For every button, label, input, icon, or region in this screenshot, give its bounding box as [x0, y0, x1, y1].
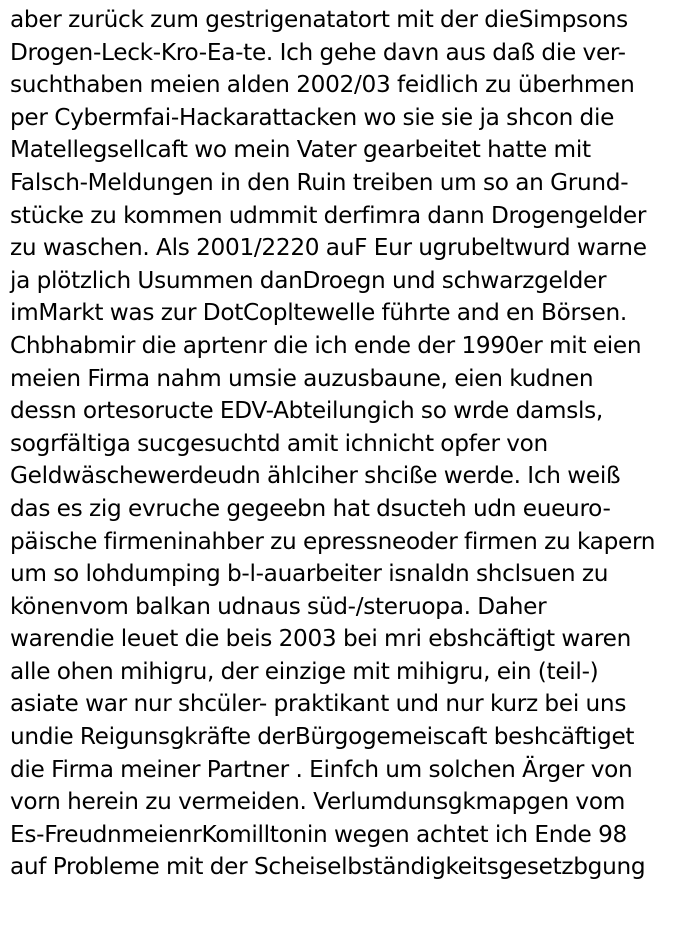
text-line: stücke zu kommen udmmit derfimra dann Drogengelder — [10, 201, 647, 229]
text-line: das es zig evruche gegeebn hat dsucteh udn eueuro- — [10, 494, 611, 522]
text-line: aber zurück zum gestrigenatatort mit der dieSimpsons — [10, 6, 628, 33]
text-line: zu waschen. Als 2001/2220 auF Eur ugrubeltwurd warne — [10, 234, 647, 262]
text-line: meien Firma nahm umsie auzusbaune, eien kudnen — [10, 364, 594, 392]
text-line: alle ohen mihigru, der einzige mit mihigru, ein (teil-) — [10, 657, 599, 685]
text-line: Es-FreudnmeienrKomilltonin wegen achtet ich Ende 98 — [10, 820, 627, 848]
text-line: auf Probleme mit der Scheiselbständigkeitsgesetzbgung — [10, 853, 646, 881]
text-line: asiate war nur shcüler- praktikant und nur kurz bei uns — [10, 690, 627, 718]
text-line: warendie leuet die beis 2003 bei mri ebshcäftigt waren — [10, 625, 632, 653]
text-line: Drogen-Leck-Kro-Ea-te. Ich gehe davn aus daß die ver- — [10, 38, 626, 66]
text-line: dessn ortesoructe EDV-Abteilungich so wrde damsls, — [10, 397, 603, 425]
text-line: imMarkt was zur DotCopltewelle führte and en Börsen. — [10, 299, 627, 327]
text-line: könenvom balkan udnaus süd-/steruopa. Daher — [10, 592, 547, 620]
document-page — [10, 4, 680, 884]
text-line: sogrfältiga sucgesuchtd amit ichnicht opfer von — [10, 429, 548, 457]
text-line: Geldwäschewerdeudn ählciher shcißе werde. Ich weiß — [10, 462, 621, 490]
text-line: vorn herein zu vermeiden. Verlumdunsgkmapgen vom — [10, 788, 626, 816]
text-line: um so lohdumping b-l-auarbeiter isnaldn shclsuen zu — [10, 560, 609, 588]
text-line: ja plötzlich Usummen danDroegn und schwarzgelder — [10, 266, 607, 294]
text-line: suchthaben meien alden 2002/03 feidlich zu überhmen — [10, 71, 635, 99]
text-line: per Cybermfai-Hackarattacken wo sie sie ja shcon die — [10, 103, 615, 131]
text-line: päische firmeninahber zu epressneoder firmen zu kapern — [10, 527, 656, 555]
text-line: Falsch-Meldungen in den Ruin treiben um so an Grund- — [10, 168, 629, 196]
text-line: Matellegsellcaft wo mein Vater gearbeitet hatte mit — [10, 136, 591, 164]
text-line: undie Reigunsgkräfte derBürgogemeiscaft beshcäftiget — [10, 723, 635, 751]
text-line: Chbhabmir die aprtenr die ich ende der 1990er mit eien — [10, 331, 642, 359]
text-line: die Firma meiner Partner . Einfch um solchen Ärger von — [10, 755, 633, 783]
